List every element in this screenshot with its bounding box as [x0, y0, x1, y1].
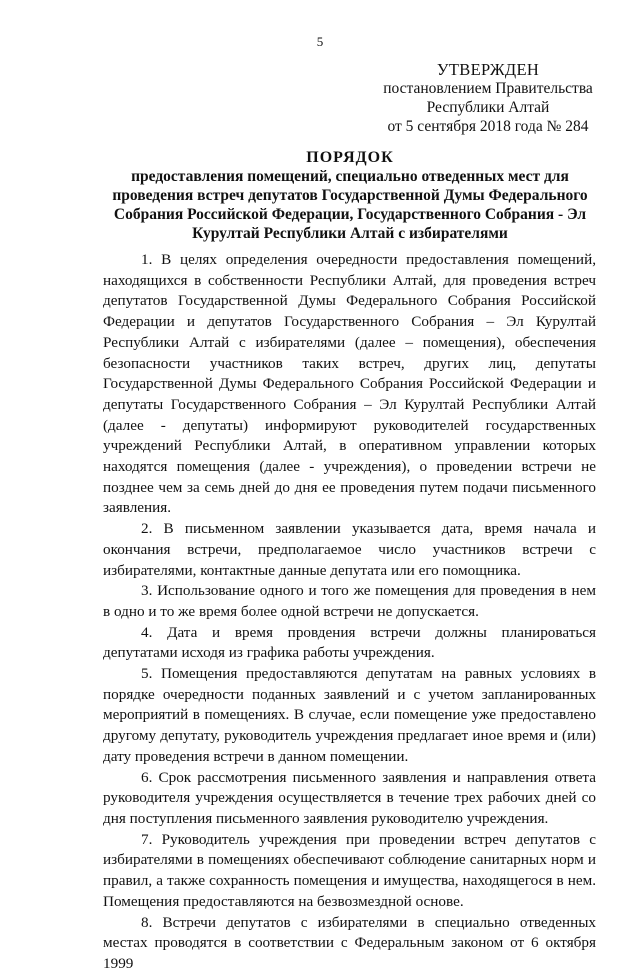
paragraph-6: 6. Срок рассмотрения письменного заявления и направления ответа руководителя учреждения осуществляется в течение трех рабочих дней со дня поступления письменного заявления руководителю учреждения.	[103, 768, 596, 827]
paragraph-2: 2. В письменном заявлении указывается дата, время начала и окончания встречи, предполагаемое число участников встречи с избирателями, контактные данные депутата или его помощника.	[103, 520, 596, 579]
title-line-3: Собрания Российской Федерации, Государственного Собрания - Эл	[113, 206, 587, 223]
paragraph-7: 7. Руководитель учреждения при проведении встреч депутатов с избирателями в помещениях обеспечивают соблюдение санитарных норм и правил, а также сохранность помещения и имущества, находящегося в нем. Помещения предоставляются на безвозмездной основе.	[103, 830, 596, 910]
approved-label: УТВЕРЖДЕН	[436, 60, 540, 79]
paragraph-1: 1. В целях определения очередности предоставления помещений, находящихся в собственности Республики Алтай, для проведения встреч депутатов Государственной Думы Федерального Собрания Российской Федерации и депутатов Государственного Собрания – Эл Курултай Республики Алтай с избирателями (далее – помещения), обеспечения безопасности участников таких встреч, других лиц, депутаты Государственной Думы Федерального Собрания Российской Федерации и депутаты Государственного Собрания – Эл Курултай Республики Алтай (далее - депутаты) информируют руководителей государственных учреждений Республики Алтай, в оперативном управлении которых находятся помещения (далее - учреждения), о проведении встречи не позднее чем за семь дней до дня ее проведения путем подачи письменного заявления.	[103, 251, 596, 517]
paragraph-8: 8. Встречи депутатов с избирателями в специально отведенных местах проводятся в соответствии с Федеральным законом от 6 октября 1999	[103, 913, 596, 972]
approval-line-2: Республики Алтай	[426, 99, 550, 116]
document-title	[100, 148, 600, 243]
approval-line-3: от 5 сентября 2018 года № 284	[387, 118, 589, 135]
approval-line-1: постановлением Правительства	[383, 80, 593, 97]
paragraph-3: 3. Использование одного и того же помещения для проведения в нем в одно и то же время более одной встречи не допускается.	[103, 582, 596, 620]
title-line-4: Курултай Республики Алтай с избирателями	[192, 225, 508, 242]
title-heading: ПОРЯДОК	[306, 149, 394, 166]
paragraph-5: 5. Помещения предоставляются депутатам на равных условиях в порядке очередности поданных заявлений и с учетом запланированных мероприятий в помещениях. В случае, если помещение уже предоставлено другому депутату, руководитель учреждения предлагает иное время и (или) дату проведения встречи в данном помещении.	[103, 665, 596, 765]
page-number: 5	[316, 34, 324, 49]
title-line-2: проведения встреч депутатов Государственной Думы Федерального	[112, 187, 588, 204]
paragraph-4: 4. Дата и время провдения встречи должны планироваться депутатами исходя из графика работы учреждения.	[103, 623, 596, 662]
document-body	[103, 250, 596, 975]
title-line-1: предоставления помещений, специально отведенных мест для	[131, 168, 569, 185]
approval-stamp-block	[383, 60, 593, 136]
